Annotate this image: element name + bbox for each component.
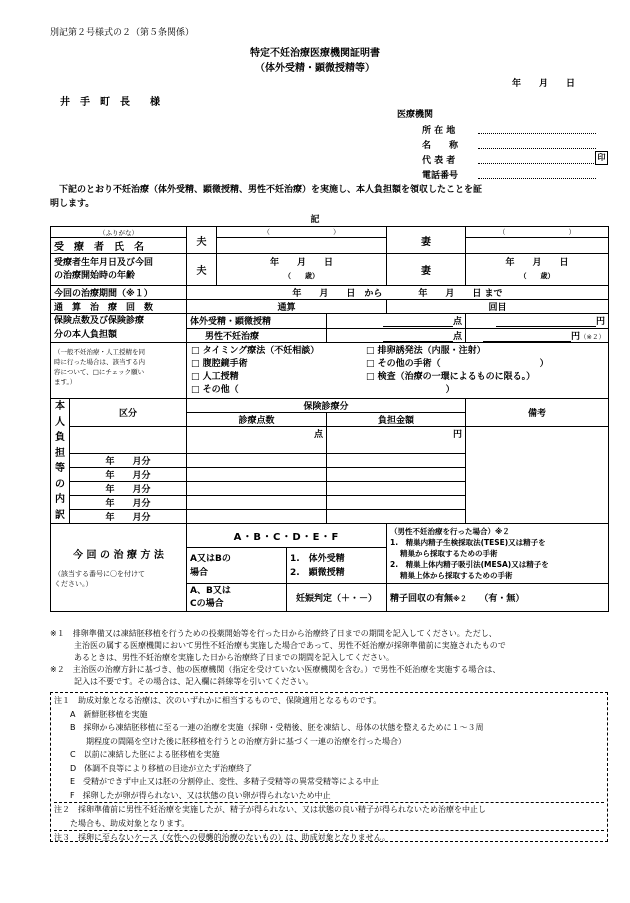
- seal-mark: 印: [595, 151, 608, 165]
- check-other-surgery[interactable]: □ その他の手術（ ）: [366, 359, 549, 369]
- breakdown-row-1-points[interactable]: 点: [187, 427, 327, 454]
- box-line-7: E 受精ができず中止又は胚の分割停止、変性、多精子受精等の異常受精等による中止: [54, 777, 380, 786]
- box-line-11: 注３ 採卵に至らないケース（女性への侵襲的治療のないもの）は、助成対象となりません。: [54, 830, 604, 845]
- month-row-2: 年 月分: [70, 468, 187, 482]
- sperm-recovery[interactable]: 精子回収の有無※２ （有・無）: [387, 584, 609, 612]
- form-number: 別記第２号様式の２（第５条関係）: [50, 28, 195, 38]
- male-label: 男性不妊治療: [187, 328, 327, 343]
- birth-age-label: 受療者生年月日及び今回 の治療開始時の年齢: [51, 254, 187, 286]
- month-row-3-points[interactable]: [187, 482, 327, 496]
- month-row-1-points[interactable]: [187, 454, 327, 468]
- clinic-rep-line[interactable]: [478, 163, 594, 164]
- period-label: 今回の治療期間（※１）: [51, 286, 187, 300]
- month-row-3: 年 月分: [70, 482, 187, 496]
- addressee: 井 手 町 長 様: [60, 97, 160, 108]
- clinic-phone-label: 電話番号: [422, 171, 459, 181]
- patient-name-label: 受 療 者 氏 名: [51, 238, 187, 254]
- ab-case-label: A又はBの 場合: [187, 548, 287, 584]
- male-yen[interactable]: 円（※２）: [466, 328, 609, 343]
- husband-furigana[interactable]: （ ）: [217, 227, 387, 238]
- remarks-cell[interactable]: [466, 427, 609, 524]
- ivf-label: 体外受精・顕微授精: [187, 314, 327, 329]
- check-exam[interactable]: □ 検査（治療の一環によるものに限る。）: [366, 372, 536, 382]
- husband-name[interactable]: [217, 238, 387, 254]
- ins-points-header: 診療点数: [187, 413, 327, 427]
- box-line-10: た場合も、助成対象となります。: [54, 818, 190, 828]
- month-row-4-yen[interactable]: [327, 496, 466, 510]
- check-laparoscopy[interactable]: □ 腹腔鏡手術: [191, 359, 248, 369]
- wife-label-2: 妻: [387, 254, 466, 286]
- clinic-name-line[interactable]: [478, 148, 596, 149]
- count-label: 通 算 治 療 回 数: [51, 300, 187, 314]
- form-title: 特定不妊治療医療機関証明書: [250, 48, 380, 59]
- ins-burden-header: 負担金額: [327, 413, 466, 427]
- box-line-6: D 体調不良等により移植の目途が立たず治療終了: [54, 763, 253, 773]
- box-line-1: 注１ 助成対象となる治療は、次のいずれかに相当するもので、保険適用となるものです。: [54, 696, 382, 705]
- check-other[interactable]: □ その他（ ）: [191, 385, 455, 395]
- wife-birth[interactable]: 年 月 日 （ 歳）: [466, 254, 609, 286]
- check-timing[interactable]: □ タイミング療法（不妊相談）: [191, 346, 320, 356]
- clinic-heading: 医療機関: [397, 110, 434, 120]
- box-line-9: 注２ 採卵準備前に男性不妊治療を実施したが、精子が得られない、又は状態の良い精子が得られないため治療を中止し: [54, 802, 604, 817]
- month-row-5-points[interactable]: [187, 510, 327, 524]
- month-row-1: 年 月分: [70, 454, 187, 468]
- husband-label-2: 夫: [187, 254, 217, 286]
- form-subtitle: （体外受精・顕微授精等）: [255, 63, 375, 74]
- box-line-4: 期程度の間隔を空けた後に胚移植を行うとの治療方針に基づく一連の治療を行った場合）: [54, 736, 406, 746]
- remarks-header: 備考: [466, 399, 609, 427]
- breakdown-side-label: 本 人 負 担 等 の 内 訳: [51, 399, 70, 524]
- points-label: 保険点数及び保険診療 分の本人負担額: [51, 314, 187, 343]
- ki-label: 記: [310, 215, 320, 225]
- kubun-header: 区分: [70, 399, 187, 427]
- ivf-points[interactable]: 点: [327, 314, 466, 329]
- month-row-5: 年 月分: [70, 510, 187, 524]
- issue-date: 年 月 日: [512, 79, 576, 89]
- general-note: （一般不妊治療・人工授精を同 時に行った場合は、該当する内 容について、□にチェック願い ます。）: [51, 343, 187, 399]
- method-label-cell: 今 回 の 治 療 方 法 （該当する番号に〇を付けて ください。）: [51, 524, 187, 612]
- pregnancy-judgement[interactable]: 妊娠判定（＋・－）: [287, 584, 387, 612]
- clinic-name-label: 名 称: [422, 141, 459, 151]
- month-row-2-points[interactable]: [187, 468, 327, 482]
- clinic-rep-label: 代 表 者: [422, 156, 456, 166]
- male-treatment-cell[interactable]: （男性不妊治療を行った場合）※２ 1. 精巣内精子生検採取法(TESE)又は精子を 精巣から採取するための手術 2. 精巣上体内精子吸引法(MESA)又は精子を 精巣上体から採取するための手術: [387, 524, 609, 584]
- box-line-3: B 採卵から凍結胚移植に至る一連の治療を実施（採卵・受精後、胚を凍結し、母体の状態を整えるために１～３周: [54, 723, 484, 732]
- abc-case-label: A、B又は Cの場合: [187, 584, 287, 612]
- box-line-8: F 採卵したが卵が得られない、又は状態の良い卵が得られないため中止: [54, 790, 331, 800]
- insurance-header: 保険診療分: [187, 399, 466, 413]
- clinic-address-line[interactable]: [478, 133, 596, 134]
- month-row-3-yen[interactable]: [327, 482, 466, 496]
- husband-birth[interactable]: 年 月 日 （ 歳）: [217, 254, 387, 286]
- month-row-4-points[interactable]: [187, 496, 327, 510]
- note-2-line-2: 記入は不要です。その場合は、記入欄に斜線等を引いてください。: [50, 677, 314, 686]
- box-line-2: A 新鮮胚移植を実施: [54, 709, 148, 719]
- month-row-2-yen[interactable]: [327, 468, 466, 482]
- eligibility-box: [50, 692, 608, 842]
- certificate-table: [50, 226, 609, 612]
- furigana-label: （ふりがな）: [51, 227, 187, 238]
- breakdown-row-1-label: [70, 427, 187, 454]
- clinic-address-label: 所 在 地: [422, 126, 456, 136]
- box-line-5: C 以前に凍結した胚による胚移植を実施: [54, 750, 220, 759]
- notes-section: [50, 628, 620, 688]
- intro-line-1: 下記のとおり不妊治療（体外受精、顕微授精、男性不妊治療）を実施し、本人負担額を領収したことを証: [50, 185, 483, 195]
- period-value[interactable]: 年 月 日 から 年 月 日 まで: [187, 286, 609, 300]
- check-ovulation[interactable]: □ 排卵誘発法（内服・注射）: [366, 346, 486, 356]
- general-checks: [187, 343, 609, 399]
- husband-label: 夫: [187, 227, 217, 254]
- count-total[interactable]: 通算: [187, 300, 387, 314]
- ab-options[interactable]: 1. 体外受精 2. 顕微授精: [287, 548, 387, 584]
- wife-name[interactable]: [466, 238, 609, 254]
- count-times[interactable]: 回目: [387, 300, 609, 314]
- note-2-line-1: ※２ 主治医の治療方針に基づき、他の医療機関（指定を受けていない医療機関を含む。）で男性不妊治療を実施する場合は、: [50, 665, 501, 674]
- month-row-4: 年 月分: [70, 496, 187, 510]
- note-1-line-3: あるときは、男性不妊治療を実施した日から治療終了日までの期間を記入してください。: [50, 653, 394, 662]
- wife-label: 妻: [387, 227, 466, 254]
- wife-furigana[interactable]: （ ）: [466, 227, 609, 238]
- method-letters[interactable]: A・B・C・D・E・F: [187, 524, 387, 548]
- ivf-yen[interactable]: 円: [466, 314, 609, 329]
- male-points[interactable]: 点: [327, 328, 466, 343]
- month-row-5-yen[interactable]: [327, 510, 466, 524]
- month-row-1-yen[interactable]: [327, 454, 466, 468]
- note-1-line-1: ※１ 排卵準備又は凍結胚移植を行うための投薬開始等を行った日から治療終了日までの期間を記入してください。ただし、: [50, 629, 497, 638]
- breakdown-row-1-yen[interactable]: 円: [327, 427, 466, 454]
- clinic-phone-line[interactable]: [478, 178, 596, 179]
- note-1-line-2: 主治医の属する医療機関において男性不妊治療も実施した場合であって、男性不妊治療が採卵準備前に実施されたもので: [50, 641, 506, 650]
- check-insemination[interactable]: □ 人工授精: [191, 372, 239, 382]
- intro-line-2: 明します。: [50, 199, 95, 209]
